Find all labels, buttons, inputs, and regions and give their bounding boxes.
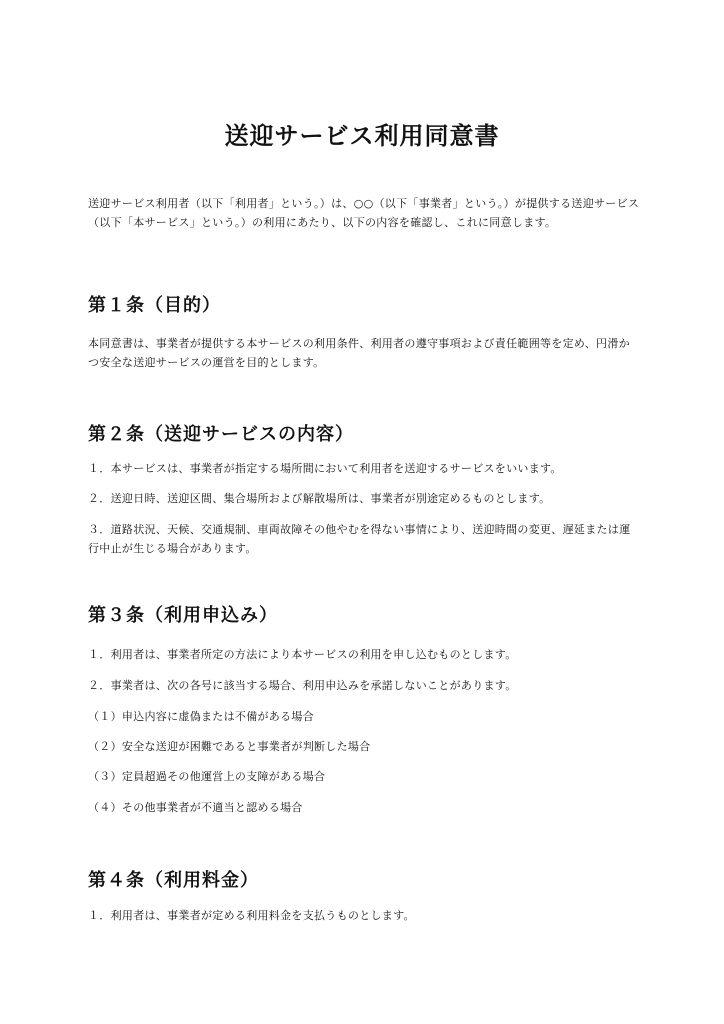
article-2-item-2: ２．送迎日時、送迎区間、集合場所および解散場所は、事業者が別途定めるものとします。 [88, 492, 551, 505]
article-3-item-2: ２．事業者は、次の各号に該当する場合、利用申込みを承諾しないことがあります。 [88, 679, 517, 692]
article-4-item-1: １．利用者は、事業者が定める利用料金を支払うものとします。 [88, 909, 415, 922]
article-3-subitem-3: （３）定員超過その他運営上の支障がある場合 [88, 770, 326, 783]
article-3-heading: 第３条（利用申込み） [88, 605, 278, 626]
article-3-item-1: １．利用者は、事業者所定の方法により本サービスの利用を申し込むものとします。 [88, 648, 517, 661]
article-2-item-3: ３．道路状況、天候、交通規制、車両故障その他やむを得ない事情により、送迎時間の変更、遅延または運行中止が生じる場合があります。 [88, 523, 631, 555]
article-1-paragraph: 本同意書は、事業者が提供する本サービスの利用条件、利用者の遵守事項および責任範囲等を定め、円滑かつ安全な送迎サービスの運営を目的とします。 [88, 337, 630, 369]
page-title: 送迎サービス利用同意書 [224, 122, 500, 150]
intro-paragraph: 送迎サービス利用者（以下「利用者」という。）は、○○（以下「事業者」という。）が提供する送迎サービス（以下「本サービス」という。）の利用にあたり、以下の内容を確認し、これに同意します。 [88, 197, 640, 229]
article-3-subitem-4: （４）その他事業者が不適当と認める場合 [88, 801, 303, 814]
article-3-subitem-1: （１）申込内容に虚偽または不備がある場合 [88, 710, 314, 723]
article-3-subitem-2: （２）安全な送迎が困難であると事業者が判断した場合 [88, 740, 371, 753]
article-4-heading: 第４条（利用料金） [88, 870, 259, 891]
article-2-item-1: １．本サービスは、事業者が指定する場所間において利用者を送迎するサービスをいいます。 [88, 462, 562, 475]
article-1-heading: 第１条（目的） [88, 295, 221, 316]
article-2-heading: 第２条（送迎サービスの内容） [88, 424, 354, 445]
